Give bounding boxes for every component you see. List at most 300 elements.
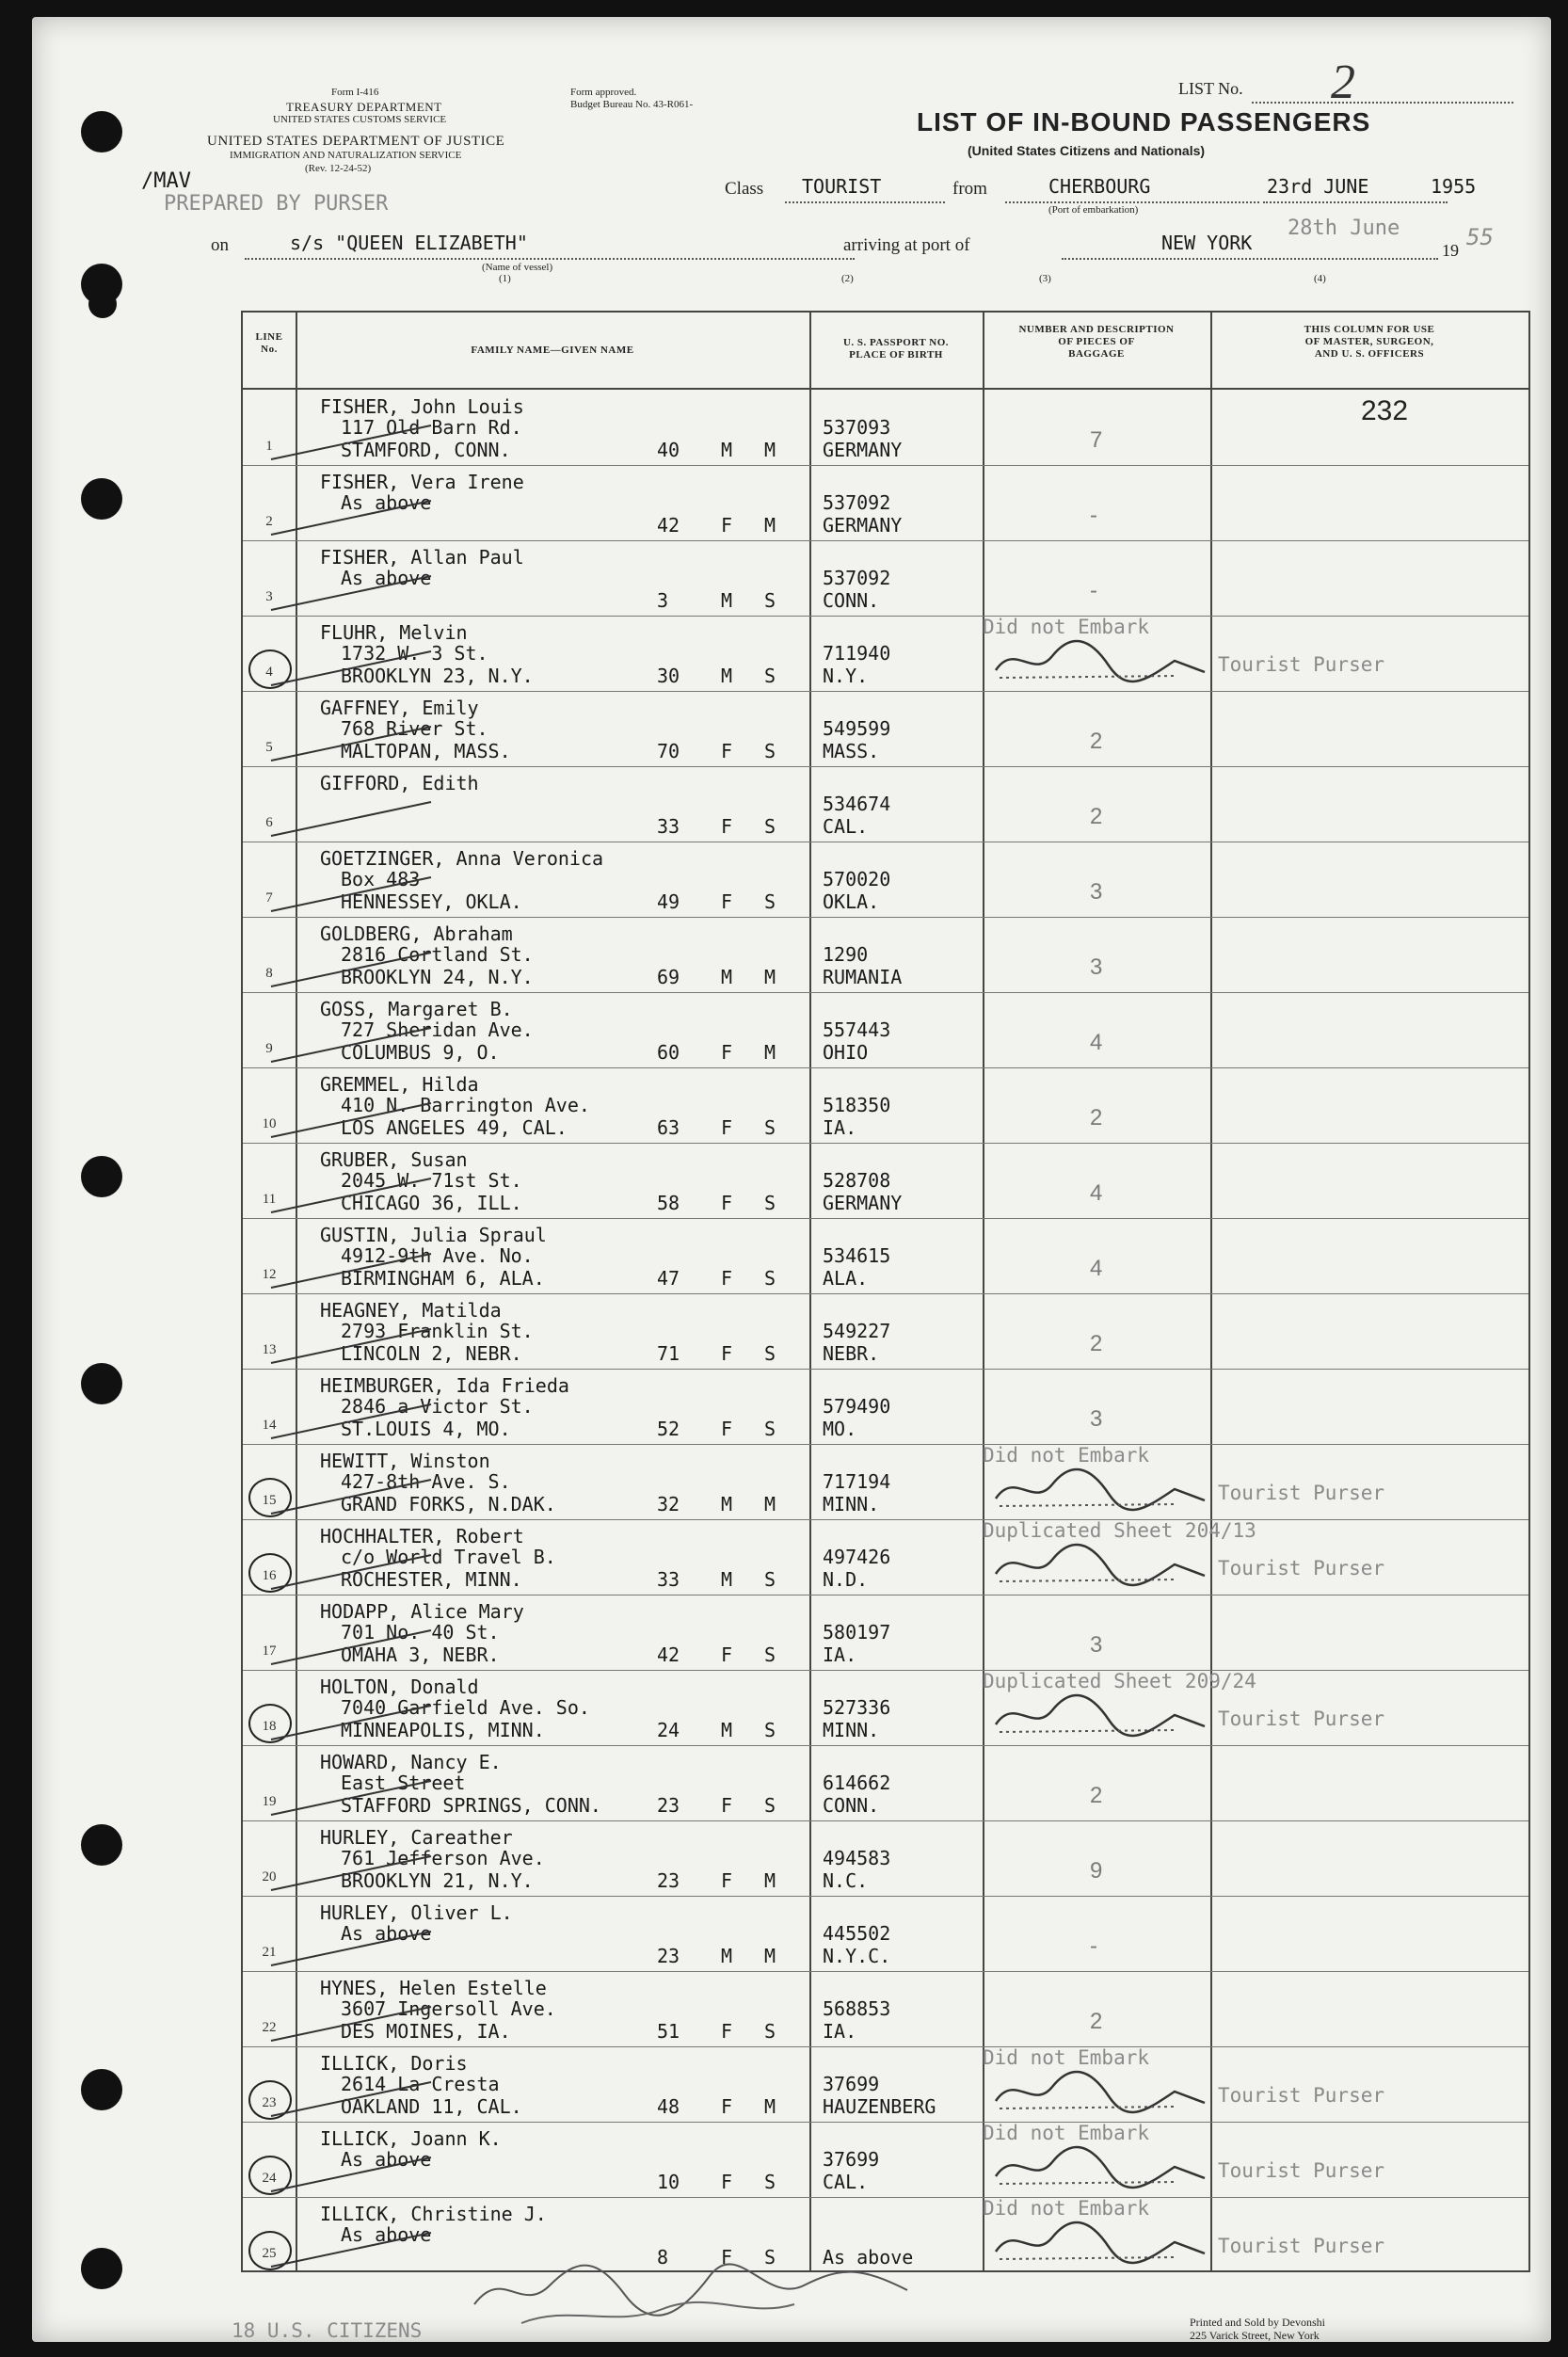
passenger-sex: F bbox=[721, 2095, 733, 2118]
passenger-sex: M bbox=[721, 1719, 733, 1741]
disposition-note: Did not Embark bbox=[983, 2046, 1150, 2069]
marital-status: M bbox=[764, 2095, 776, 2118]
passenger-sex: F bbox=[721, 1267, 733, 1290]
purser-signature bbox=[986, 2139, 1212, 2195]
tick-mark bbox=[262, 723, 450, 770]
class-value: TOURIST bbox=[802, 175, 882, 198]
passenger-name: FISHER, John Louis bbox=[320, 395, 524, 418]
place-of-birth: MASS. bbox=[823, 740, 880, 762]
passenger-age: 23 bbox=[657, 1794, 680, 1817]
tick-mark bbox=[262, 1551, 450, 1598]
passenger-address: 1732 W. 3 St. bbox=[341, 642, 488, 665]
passenger-address: East Street bbox=[341, 1772, 466, 1794]
line-number: 19 bbox=[262, 1794, 277, 1809]
baggage-count: - bbox=[1090, 503, 1097, 528]
place-of-birth: MINN. bbox=[823, 1493, 880, 1515]
tick-mark bbox=[262, 1702, 450, 1749]
marital-status: S bbox=[764, 1568, 776, 1591]
purser-title: Tourist Purser bbox=[1218, 653, 1385, 676]
purser-title: Tourist Purser bbox=[1218, 1482, 1385, 1504]
tick-mark bbox=[262, 1627, 450, 1674]
line-number: 2 bbox=[265, 514, 273, 529]
line-number: 15 bbox=[262, 1493, 277, 1508]
passport-number: 537092 bbox=[823, 567, 891, 589]
customs-service: UNITED STATES CUSTOMS SERVICE bbox=[273, 114, 447, 125]
table-row bbox=[243, 1218, 1528, 1293]
handwritten-signature bbox=[465, 2248, 936, 2333]
punch-hole bbox=[81, 478, 122, 520]
marital-status: M bbox=[764, 1493, 776, 1515]
passenger-name: HURLEY, Oliver L. bbox=[320, 1901, 513, 1924]
on-label: on bbox=[211, 235, 229, 255]
passenger-name: ILLICK, Christine J. bbox=[320, 2203, 547, 2225]
passenger-name: GOSS, Margaret B. bbox=[320, 998, 513, 1020]
passenger-age: 24 bbox=[657, 1719, 680, 1741]
marital-status: M bbox=[764, 439, 776, 461]
marital-status: S bbox=[764, 1192, 776, 1214]
place-of-birth: GERMANY bbox=[823, 514, 903, 537]
passenger-city: STAFFORD SPRINGS, CONN. bbox=[341, 1794, 601, 1817]
passenger-age: 42 bbox=[657, 1643, 680, 1666]
line-number: 3 bbox=[265, 589, 273, 604]
purser-signature bbox=[986, 633, 1212, 689]
passenger-name: GRUBER, Susan bbox=[320, 1148, 468, 1171]
line-number: 16 bbox=[262, 1568, 277, 1583]
passenger-city: COLUMBUS 9, O. bbox=[341, 1041, 500, 1064]
passenger-name: HYNES, Helen Estelle bbox=[320, 1977, 547, 1999]
passenger-city: OMAHA 3, NEBR. bbox=[341, 1643, 500, 1666]
passenger-sex: F bbox=[721, 1794, 733, 1817]
marital-status: S bbox=[764, 740, 776, 762]
passport-number: 1290 bbox=[823, 943, 869, 966]
purser-signature bbox=[986, 1687, 1212, 1743]
place-of-birth: GERMANY bbox=[823, 1192, 903, 1214]
place-of-birth: CONN. bbox=[823, 589, 880, 612]
passport-number: 445502 bbox=[823, 1922, 891, 1945]
line-number: 4 bbox=[265, 665, 273, 680]
treasury-dept: TREASURY DEPARTMENT bbox=[286, 100, 442, 114]
line-number: 7 bbox=[265, 890, 273, 906]
baggage-count: 2 bbox=[1090, 729, 1103, 754]
passport-number: 528708 bbox=[823, 1169, 891, 1192]
tick-mark bbox=[262, 497, 450, 544]
place-of-birth: N.Y.C. bbox=[823, 1945, 891, 1967]
table-row bbox=[243, 1670, 1528, 1745]
passenger-address: 701 No. 40 St. bbox=[341, 1621, 500, 1643]
line-number: 23 bbox=[262, 2095, 277, 2110]
passenger-sex: F bbox=[721, 1643, 733, 1666]
passenger-sex: F bbox=[721, 740, 733, 762]
caption-1: (1) bbox=[499, 273, 511, 284]
line-number: 20 bbox=[262, 1869, 277, 1884]
col-line-no: LINE No. bbox=[255, 331, 283, 355]
tick-mark bbox=[262, 2078, 450, 2125]
passenger-city: CHICAGO 36, ILL. bbox=[341, 1192, 522, 1214]
form-number: Form I-416 bbox=[331, 87, 379, 98]
passenger-city: LOS ANGELES 49, CAL. bbox=[341, 1116, 568, 1139]
passport-number: 557443 bbox=[823, 1018, 891, 1041]
table-row bbox=[243, 465, 1528, 540]
disposition-note: Did not Embark bbox=[983, 2197, 1150, 2220]
purser-title: Tourist Purser bbox=[1218, 2235, 1385, 2257]
passenger-city: GRAND FORKS, N.DAK. bbox=[341, 1493, 556, 1515]
tick-mark bbox=[262, 1777, 450, 1824]
place-of-birth: CAL. bbox=[823, 815, 869, 838]
punch-hole bbox=[81, 1824, 122, 1866]
punch-hole bbox=[81, 2248, 122, 2289]
passport-number: 568853 bbox=[823, 1997, 891, 2020]
passenger-name: FISHER, Vera Irene bbox=[320, 471, 524, 493]
passenger-name: HODAPP, Alice Mary bbox=[320, 1600, 524, 1623]
passport-number: 579490 bbox=[823, 1395, 891, 1418]
purser-title: Tourist Purser bbox=[1218, 1708, 1385, 1730]
passport-number: 717194 bbox=[823, 1470, 891, 1493]
table-row bbox=[243, 540, 1528, 616]
year-prefix: 19 bbox=[1442, 241, 1459, 260]
baggage-count: 4 bbox=[1090, 1256, 1103, 1281]
port-caption: (Port of embarkation) bbox=[1048, 204, 1139, 216]
tick-mark bbox=[262, 2229, 450, 2276]
caption-3: (3) bbox=[1039, 273, 1051, 284]
place-of-birth: CONN. bbox=[823, 1794, 880, 1817]
passenger-city: BIRMINGHAM 6, ALA. bbox=[341, 1267, 545, 1290]
baggage-count: - bbox=[1090, 578, 1097, 603]
passenger-address: 410 N. Barrington Ave. bbox=[341, 1094, 590, 1116]
line-number: 9 bbox=[265, 1041, 273, 1056]
passenger-name: GAFFNEY, Emily bbox=[320, 697, 479, 719]
passenger-city: STAMFORD, CONN. bbox=[341, 439, 511, 461]
baggage-count: 3 bbox=[1090, 954, 1103, 980]
citizens-count: 18 U.S. CITIZENS bbox=[232, 2319, 423, 2342]
tick-mark bbox=[262, 1476, 450, 1523]
tick-mark bbox=[262, 1024, 450, 1071]
caption-2: (2) bbox=[841, 273, 854, 284]
place-of-birth: N.Y. bbox=[823, 665, 869, 687]
marital-status: S bbox=[764, 1116, 776, 1139]
from-label: from bbox=[952, 179, 987, 199]
passenger-address: 427-8th Ave. S. bbox=[341, 1470, 511, 1493]
line-number: 13 bbox=[262, 1342, 277, 1357]
passport-number: 527336 bbox=[823, 1696, 891, 1719]
marital-status: S bbox=[764, 2246, 776, 2269]
line-number: 11 bbox=[262, 1192, 277, 1207]
passenger-city: BROOKLYN 21, N.Y. bbox=[341, 1869, 534, 1892]
table-row bbox=[243, 842, 1528, 917]
line-number: 14 bbox=[262, 1418, 277, 1433]
purser-title: Tourist Purser bbox=[1218, 2159, 1385, 2182]
line-number: 5 bbox=[265, 740, 273, 755]
place-of-birth: MO. bbox=[823, 1418, 857, 1440]
passenger-sex: F bbox=[721, 890, 733, 913]
place-of-birth: IA. bbox=[823, 1643, 857, 1666]
passenger-name: GOETZINGER, Anna Veronica bbox=[320, 847, 604, 870]
place-of-birth: IA. bbox=[823, 2020, 857, 2043]
purser-title: Tourist Purser bbox=[1218, 1557, 1385, 1579]
marital-status: S bbox=[764, 589, 776, 612]
list-number: 2 bbox=[1331, 56, 1355, 109]
line-number: 8 bbox=[265, 966, 273, 981]
passenger-age: 48 bbox=[657, 2095, 680, 2118]
baggage-count: 9 bbox=[1090, 1858, 1103, 1884]
passenger-address: Box 483 bbox=[341, 868, 421, 890]
passenger-name: GREMMEL, Hilda bbox=[320, 1073, 479, 1096]
passenger-name: GIFFORD, Edith bbox=[320, 772, 479, 794]
tick-mark bbox=[262, 1250, 450, 1297]
table-row bbox=[243, 1896, 1528, 1971]
purser-signature bbox=[986, 1461, 1212, 1517]
passenger-name: HEWITT, Winston bbox=[320, 1450, 490, 1472]
tick-mark bbox=[262, 1852, 450, 1900]
place-of-birth: NEBR. bbox=[823, 1342, 880, 1365]
passenger-sex: M bbox=[721, 589, 733, 612]
passenger-age: 32 bbox=[657, 1493, 680, 1515]
passenger-address: 117 Old Barn Rd. bbox=[341, 416, 522, 439]
place-of-birth: HAUZENBERG bbox=[823, 2095, 936, 2118]
passenger-address: 2045 W. 71st St. bbox=[341, 1169, 522, 1192]
passenger-age: 60 bbox=[657, 1041, 680, 1064]
passenger-sex: F bbox=[721, 2171, 733, 2193]
purser-title: Tourist Purser bbox=[1218, 2084, 1385, 2107]
budget-bureau: Budget Bureau No. 43-R061- bbox=[570, 99, 694, 110]
marital-status: M bbox=[764, 1945, 776, 1967]
baggage-count: 2 bbox=[1090, 2009, 1103, 2034]
passenger-address: c/o World Travel B. bbox=[341, 1546, 556, 1568]
passenger-name: HURLEY, Careather bbox=[320, 1826, 513, 1849]
passenger-sex: F bbox=[721, 2020, 733, 2043]
marital-status: M bbox=[764, 514, 776, 537]
marital-status: S bbox=[764, 2171, 776, 2193]
tick-mark bbox=[262, 949, 450, 996]
place-of-birth: N.C. bbox=[823, 1869, 869, 1892]
table-row bbox=[243, 1143, 1528, 1218]
passenger-address: 2816 Cortland St. bbox=[341, 943, 534, 966]
passenger-sex: F bbox=[721, 514, 733, 537]
passenger-name: HEIMBURGER, Ida Frieda bbox=[320, 1374, 569, 1397]
passenger-age: 63 bbox=[657, 1116, 680, 1139]
passport-number: 570020 bbox=[823, 868, 891, 890]
departure-date: 23rd JUNE bbox=[1267, 175, 1369, 198]
justice-dept: UNITED STATES DEPARTMENT OF JUSTICE bbox=[207, 134, 505, 149]
passenger-address: 2614 La Cresta bbox=[341, 2073, 500, 2095]
marital-status: S bbox=[764, 1418, 776, 1440]
passport-number: 537092 bbox=[823, 491, 891, 514]
baggage-count: 4 bbox=[1090, 1030, 1103, 1055]
marital-status: S bbox=[764, 815, 776, 838]
passenger-city: BROOKLYN 24, N.Y. bbox=[341, 966, 534, 988]
arriving-label: arriving at port of bbox=[843, 235, 970, 255]
passenger-city: DES MOINES, IA. bbox=[341, 2020, 511, 2043]
passport-number: 534615 bbox=[823, 1244, 891, 1267]
table-row bbox=[243, 390, 1528, 465]
passenger-sex: M bbox=[721, 966, 733, 988]
col-passport: U. S. PASSPORT NO. PLACE OF BIRTH bbox=[842, 337, 950, 361]
marital-status: S bbox=[764, 1719, 776, 1741]
table-row bbox=[243, 992, 1528, 1067]
passenger-age: 23 bbox=[657, 1945, 680, 1967]
passenger-address: 768 River St. bbox=[341, 717, 488, 740]
line-number: 17 bbox=[262, 1643, 277, 1659]
passenger-address: As above bbox=[341, 2148, 432, 2171]
passenger-age: 71 bbox=[657, 1342, 680, 1365]
baggage-count: 2 bbox=[1090, 1331, 1103, 1356]
passenger-sex: F bbox=[721, 2246, 733, 2269]
table-row bbox=[243, 1820, 1528, 1896]
table-row bbox=[243, 1444, 1528, 1519]
passport-number: 549599 bbox=[823, 717, 891, 740]
table-row bbox=[243, 1595, 1528, 1670]
passenger-name: GOLDBERG, Abraham bbox=[320, 922, 513, 945]
passport-number: 614662 bbox=[823, 1772, 891, 1794]
line-number: 6 bbox=[265, 815, 273, 830]
passenger-name: HOLTON, Donald bbox=[320, 1676, 479, 1698]
purser-signature bbox=[986, 2214, 1212, 2270]
marital-status: S bbox=[764, 1267, 776, 1290]
passenger-age: 8 bbox=[657, 2246, 669, 2269]
tick-mark bbox=[262, 798, 450, 845]
passenger-city: ST.LOUIS 4, MO. bbox=[341, 1418, 511, 1440]
marital-status: S bbox=[764, 665, 776, 687]
punch-hole bbox=[81, 1156, 122, 1197]
passenger-age: 42 bbox=[657, 514, 680, 537]
passport-number: 580197 bbox=[823, 1621, 891, 1643]
passenger-sex: M bbox=[721, 1568, 733, 1591]
marital-status: M bbox=[764, 1041, 776, 1064]
passenger-age: 30 bbox=[657, 665, 680, 687]
passenger-age: 33 bbox=[657, 815, 680, 838]
passport-number: 518350 bbox=[823, 1094, 891, 1116]
passenger-city: OAKLAND 11, CAL. bbox=[341, 2095, 522, 2118]
passenger-age: 23 bbox=[657, 1869, 680, 1892]
passenger-sex: F bbox=[721, 1342, 733, 1365]
passport-number: 37699 bbox=[823, 2073, 880, 2095]
passenger-sex: M bbox=[721, 665, 733, 687]
place-of-birth: RUMANIA bbox=[823, 966, 903, 988]
class-label: Class bbox=[725, 179, 764, 199]
prepared-by: PREPARED BY PURSER bbox=[164, 192, 389, 216]
printer-line-2: 225 Varick Street, New York bbox=[1190, 2329, 1320, 2342]
passenger-sex: F bbox=[721, 815, 733, 838]
list-no-label: LIST No. bbox=[1178, 79, 1243, 98]
passenger-name: HEAGNEY, Matilda bbox=[320, 1299, 502, 1322]
printer-line-1: Printed and Sold by Devonshi bbox=[1190, 2316, 1325, 2329]
table-row bbox=[243, 1971, 1528, 2046]
passenger-address: 2793 Franklin St. bbox=[341, 1320, 534, 1342]
passenger-sex: M bbox=[721, 439, 733, 461]
passenger-address: 2846 a Victor St. bbox=[341, 1395, 534, 1418]
purser-signature bbox=[986, 2063, 1212, 2120]
passenger-table bbox=[241, 311, 1530, 2272]
passenger-name: GUSTIN, Julia Spraul bbox=[320, 1224, 547, 1246]
table-row bbox=[243, 616, 1528, 691]
passenger-name: ILLICK, Joann K. bbox=[320, 2127, 502, 2150]
table-row bbox=[243, 1067, 1528, 1143]
table-row bbox=[243, 917, 1528, 992]
passenger-name: FISHER, Allan Paul bbox=[320, 546, 524, 569]
purser-signature bbox=[986, 1536, 1212, 1593]
tick-mark bbox=[262, 1099, 450, 1146]
passenger-address: 7040 Garfield Ave. So. bbox=[341, 1696, 590, 1719]
baggage-count: 3 bbox=[1090, 879, 1103, 905]
marital-status: S bbox=[764, 1643, 776, 1666]
passenger-sex: M bbox=[721, 1945, 733, 1967]
baggage-count: - bbox=[1090, 1933, 1097, 1959]
arrival-date: 28th June bbox=[1288, 216, 1400, 240]
passenger-age: 52 bbox=[657, 1418, 680, 1440]
passenger-name: ILLICK, Doris bbox=[320, 2052, 468, 2075]
passenger-age: 10 bbox=[657, 2171, 680, 2193]
tick-mark bbox=[262, 572, 450, 619]
tick-mark bbox=[262, 2003, 450, 2050]
passenger-address: As above bbox=[341, 2223, 432, 2246]
line-number: 1 bbox=[265, 439, 273, 454]
passenger-age: 51 bbox=[657, 2020, 680, 2043]
passenger-sex: F bbox=[721, 1869, 733, 1892]
table-row bbox=[243, 1519, 1528, 1595]
punch-hole bbox=[81, 1363, 122, 1404]
punch-hole bbox=[81, 2069, 122, 2110]
col-baggage: NUMBER AND DESCRIPTION OF PIECES OF BAGGAGE bbox=[1018, 324, 1175, 360]
passenger-city: MINNEAPOLIS, MINN. bbox=[341, 1719, 545, 1741]
table-row bbox=[243, 1745, 1528, 1820]
passenger-name: HOWARD, Nancy E. bbox=[320, 1751, 502, 1773]
disposition-note: Did not Embark bbox=[983, 1444, 1150, 1467]
tick-mark bbox=[262, 2154, 450, 2201]
passenger-age: 47 bbox=[657, 1267, 680, 1290]
passenger-address: As above bbox=[341, 491, 432, 514]
place-of-birth: ALA. bbox=[823, 1267, 869, 1290]
table-row bbox=[243, 2046, 1528, 2122]
place-of-birth: MINN. bbox=[823, 1719, 880, 1741]
passport-number: 534674 bbox=[823, 793, 891, 815]
place-of-birth: As above bbox=[823, 2246, 914, 2269]
form-subtitle: (United States Citizens and Nationals) bbox=[968, 143, 1206, 158]
form-title: LIST OF IN-BOUND PASSENGERS bbox=[917, 107, 1371, 136]
passenger-age: 58 bbox=[657, 1192, 680, 1214]
passenger-address: As above bbox=[341, 1922, 432, 1945]
col-name: FAMILY NAME—GIVEN NAME bbox=[471, 345, 634, 356]
table-row bbox=[243, 1369, 1528, 1444]
tick-mark bbox=[262, 648, 450, 695]
tick-mark bbox=[262, 422, 450, 469]
marital-status: S bbox=[764, 1794, 776, 1817]
passport-number: 494583 bbox=[823, 1847, 891, 1869]
passenger-sex: F bbox=[721, 1116, 733, 1139]
baggage-count: 2 bbox=[1090, 1105, 1103, 1130]
line-number: 10 bbox=[262, 1116, 277, 1131]
baggage-count: 3 bbox=[1090, 1632, 1103, 1658]
passenger-age: 3 bbox=[657, 589, 669, 612]
line-number: 21 bbox=[262, 1945, 277, 1960]
passenger-address: 727 Sheridan Ave. bbox=[341, 1018, 534, 1041]
table-row bbox=[243, 2122, 1528, 2197]
marital-status: M bbox=[764, 966, 776, 988]
table-row bbox=[243, 1293, 1528, 1369]
passenger-sex: M bbox=[721, 1493, 733, 1515]
marital-status: S bbox=[764, 2020, 776, 2043]
ins-service: IMMIGRATION AND NATURALIZATION SERVICE bbox=[230, 150, 462, 161]
place-of-birth: N.D. bbox=[823, 1568, 869, 1591]
line-number: 12 bbox=[262, 1267, 277, 1282]
passenger-address: As above bbox=[341, 567, 432, 589]
passenger-address: 4912-9th Ave. No. bbox=[341, 1244, 534, 1267]
passenger-sex: F bbox=[721, 1192, 733, 1214]
caption-4: (4) bbox=[1314, 273, 1326, 284]
table-row bbox=[243, 691, 1528, 766]
departure-year: 1955 bbox=[1431, 175, 1477, 198]
baggage-count: 2 bbox=[1090, 804, 1103, 829]
passport-number: 711940 bbox=[823, 642, 891, 665]
passenger-age: 33 bbox=[657, 1568, 680, 1591]
